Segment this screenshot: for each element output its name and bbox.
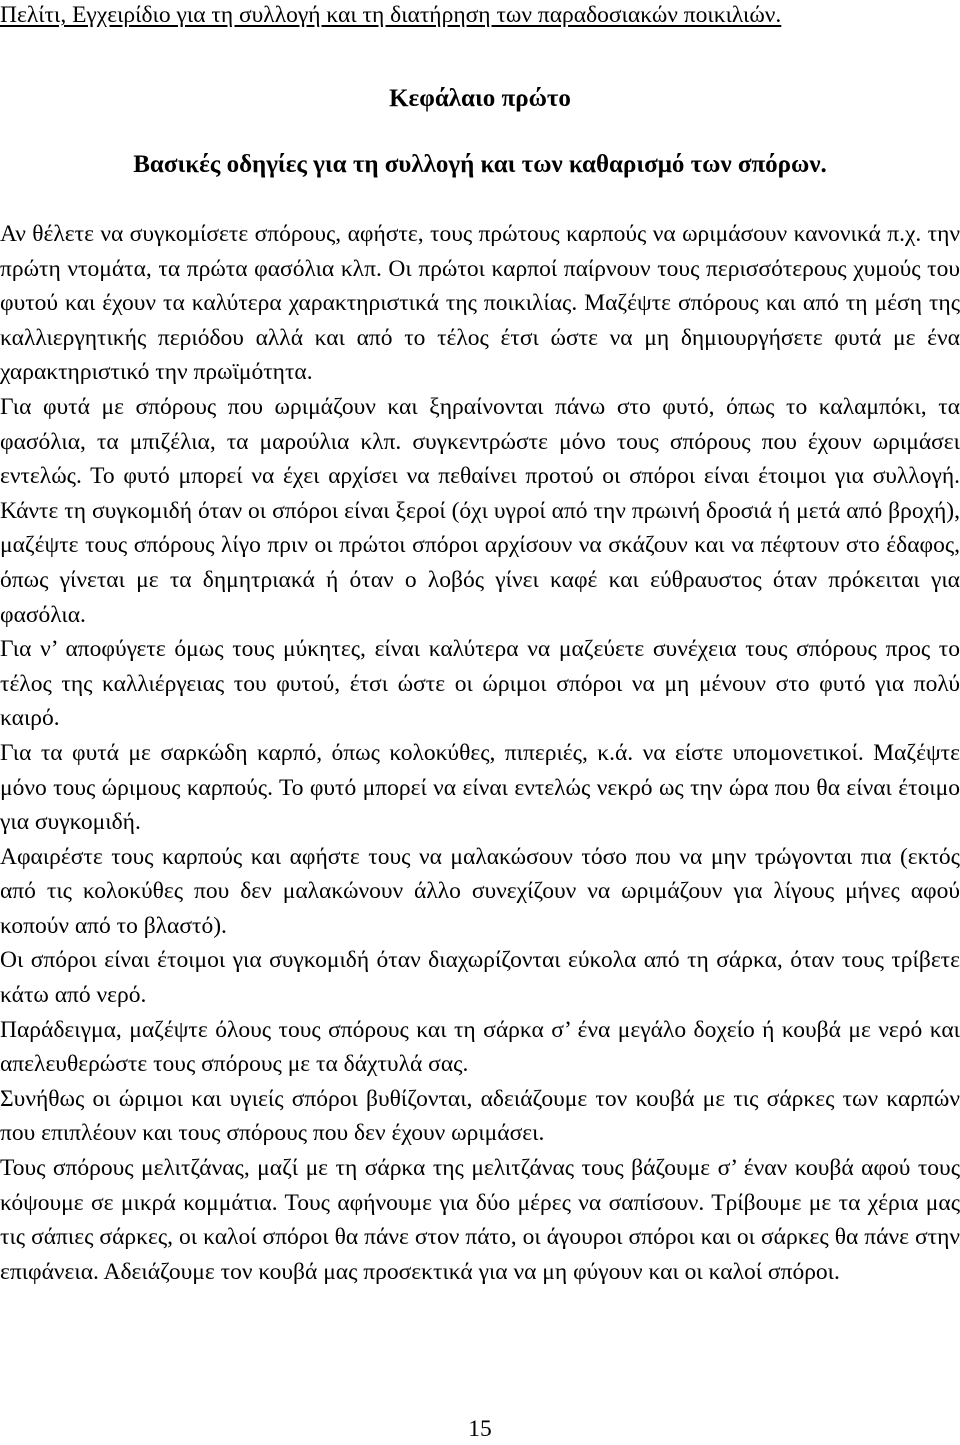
paragraph: Για φυτά με σπόρους που ωριμάζουν και ξηραίνονται πάνω στο φυτό, όπως το καλαμπόκι, τα φασόλια, τα μπιζέλια, τα μαρούλια κλπ. συγκεντρώστε μόνο τους σπόρους που έχουν ωριμάσει εντελώς. Το φυτό μπορεί να έχει αρχίσει να πεθαίνει προτού οι σπόροι είναι έτοιμοι για συλλογή. Κάντε τη συγκομιδή όταν οι σπόροι είναι ξεροί (όχι υγροί από την πρωινή δροσιά ή μετά από βροχή), μαζέψτε τους σπόρους λίγο πριν οι πρώτοι σπόροι αρχίσουν να σκάζουν και να πέφτουν στο έδαφος, όπως γίνεται με τα δημητριακά ή όταν ο λοβός γίνει καφέ και εύθραυστος όταν πρόκειται για φασόλια.	[0, 393, 960, 628]
running-header-text: Πελίτι, Εγχειρίδιο για τη συλλογή και τη διατήρηση των παραδοσιακών ποικιλιών.	[0, 2, 782, 28]
running-header	[0, 0, 960, 30]
paragraph: Για τα φυτά με σαρκώδη καρπό, όπως κολοκύθες, πιπεριές, κ.ά. να είστε υπομονετικοί. Μαζέψτε μόνο τους ώριμους καρπούς. Το φυτό μπορεί να είναι εντελώς νεκρό ως την ώρα που θα είναι έτοιμο για συγκομιδή.	[0, 739, 960, 836]
paragraph: Για ν’ αποφύγετε όμως τους μύκητες, είναι καλύτερα να μαζεύετε συνέχεια τους σπόρους προς το τέλος της καλλιέργειας του φυτού, έτσι ώστε οι ώριμοι σπόροι να μη μένουν στο φυτό για πολύ καιρό.	[0, 636, 960, 732]
chapter-title: Κεφάλαιο πρώτο	[389, 85, 571, 112]
paragraph: Τους σπόρους μελιτζάνας, μαζί με τη σάρκα της μελιτζάνας τους βάζουμε σ’ έναν κουβά αφού τους κόψουμε σε μικρά κομμάτια. Τους αφήνουμε για δύο μέρες να σαπίσουν. Τρίβουμε με τα χέρια μας τις σάπιες σάρκες, οι καλοί σπόροι θα πάνε στον πάτο, οι άγουροι σπόροι και οι σάρκες θα πάνε στην επιφάνεια. Αδειάζουμε τον κουβά μας προσεκτικά για να μη φύγουν και οι καλοί σπόροι.	[0, 1155, 960, 1285]
paragraph: Αφαιρέστε τους καρπούς και αφήστε τους να μαλακώσουν τόσο που να μην τρώγονται πια (εκτός από τις κολοκύθες που δεν μαλακώνουν άλλο συνεχίζουν να ωριμάζουν για λίγους μήνες αφού κοπούν από το βλαστό).	[0, 843, 960, 939]
body-text	[0, 217, 960, 1289]
section-title: Βασικές οδηγίες για τη συλλογή και των καθαρισμό των σπόρων.	[133, 151, 827, 178]
paragraph: Παράδειγμα, μαζέψτε όλους τους σπόρους και τη σάρκα σ’ ένα μεγάλο δοχείο ή κουβά με νερό και απελευθερώστε τους σπόρους με τα δάχτυλά σας.	[0, 1016, 960, 1078]
paragraph: Συνήθως οι ώριμοι και υγιείς σπόροι βυθίζονται, αδειάζουμε τον κουβά με τις σάρκες των καρπών που επιπλέουν και τους σπόρους που δεν έχουν ωριμάσει.	[0, 1085, 960, 1147]
paragraph: Οι σπόροι είναι έτοιμοι για συγκομιδή όταν διαχωρίζονται εύκολα από τη σάρκα, όταν τους τρίβετε κάτω από νερό.	[0, 947, 960, 1009]
page-number: 15	[468, 1416, 492, 1442]
paragraph: Αν θέλετε να συγκομίσετε σπόρους, αφήστε, τους πρώτους καρπούς να ωριμάσουν κανονικά π.χ. την πρώτη ντομάτα, τα πρώτα φασόλια κλπ. Οι πρώτοι καρποί παίρνουν τους περισσότερους χυμούς του φυτού και έχουν τα καλύτερα χαρακτηριστικά της ποικιλίας. Μαζέψτε σπόρους και από τη μέση της καλλιεργητικής περιόδου αλλά και από το τέλος έτσι ώστε να μη δημιουργήσετε φυτά με ένα χαρακτηριστικό την πρωϊμότητα.	[0, 221, 960, 386]
